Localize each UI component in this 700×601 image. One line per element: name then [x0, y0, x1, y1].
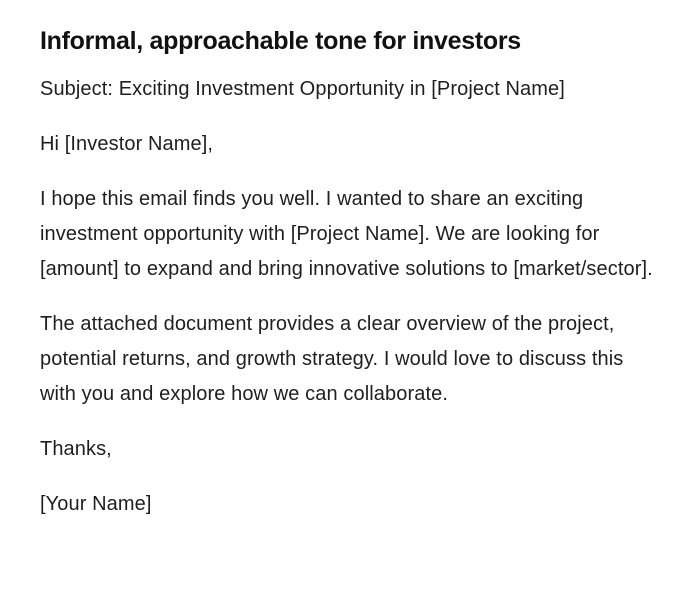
email-body-paragraph-1: I hope this email finds you well. I wanted to share an exciting investment opportunity with [Project Name]. We are looking for [amount] to expand and bring innovative solutions to [market/sector].: [40, 188, 653, 280]
email-body-paragraph-2: The attached document provides a clear overview of the project, potential returns, and growth strategy. I would love to discuss this with you and explore how we can collaborate.: [40, 313, 624, 405]
email-closing: Thanks,: [40, 438, 112, 460]
email-signature: [Your Name]: [40, 493, 152, 515]
email-greeting: Hi [Investor Name],: [40, 133, 214, 155]
page-title: Informal, approachable tone for investors: [40, 27, 521, 55]
email-subject-line: Subject: Exciting Investment Opportunity in [Project Name]: [40, 78, 565, 100]
